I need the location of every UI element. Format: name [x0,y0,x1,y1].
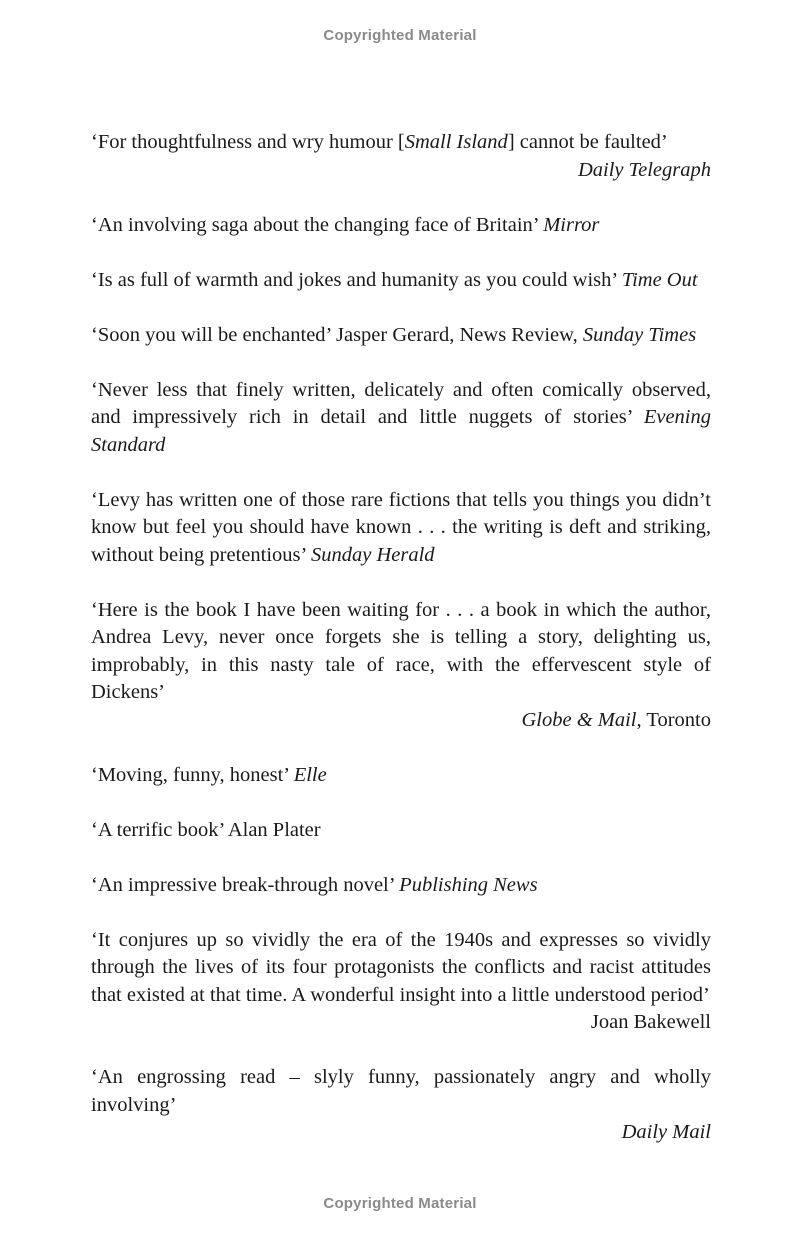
quote-alan-plater [91,817,711,845]
quote-source: Joan Bakewell [590,1011,711,1033]
quote-source: Daily Mail [621,1121,711,1143]
quote-text: ‘For thoughtfulness and wry humour [ [91,131,405,153]
quote-daily-telegraph [91,129,711,184]
quote-source: Sunday Herald [310,543,435,566]
quote-text: ‘It conjures up so vividly the era of the 1940s and expresses so vividly through the lives of its four protagonists the conflicts and racist attitudes that existed at that time. A wonderful insight into a little understood period’ [91,928,711,1006]
quote-daily-mail [91,1064,711,1147]
quote-text: ‘Here is the book I have been waiting for . . . a book in which the author, Andrea Levy, never once forgets she is telling a story, delighting us, improbably, in this nasty tale of race, with the effervescent style of Dickens’ [91,598,711,703]
quote-text: ‘An impressive break-through novel’ [91,873,400,896]
quote-text: ‘An engrossing read – slyly funny, passionately angry and wholly involving’ [91,1066,711,1116]
quote-joan-bakewell [91,927,711,1037]
review-quotes [91,129,711,1174]
quote-text: ‘Moving, funny, honest’ [91,763,294,786]
quote-source: Mirror [543,213,600,236]
quote-source: Time Out [621,268,698,291]
quote-source: Publishing News [399,873,538,896]
quote-sunday-times [91,322,711,350]
quote-source: Globe & Mail [521,708,637,731]
quote-source: Evening Standard [91,406,711,456]
quote-evening-standard [91,377,711,460]
quote-sunday-herald [91,487,711,570]
quote-text: ‘Levy has written one of those rare fictions that tells you things you didn’t know but feel you should have known . . . the writing is deft and striking, without being pretentious’ [91,488,711,566]
quote-text: ‘Never less that finely written, delicately and often comically observed, and impressively rich in detail and little nuggets of stories’ [91,378,711,428]
quote-publishing-news [91,872,711,900]
quote-text: ] cannot be faulted’ [507,131,668,153]
quote-globe-and-mail [91,597,711,735]
quote-source: Daily Telegraph [577,158,711,181]
copyright-watermark-bottom: Copyrighted Material [323,1195,477,1212]
quote-elle [91,762,711,790]
quote-source: Elle [293,763,327,786]
quote-text: ‘Is as full of warmth and jokes and humanity as you could wish’ [91,268,622,291]
copyright-watermark-top: Copyrighted Material [323,27,477,44]
quote-book-title: Small Island [404,131,508,153]
quote-source: Sunday Times [582,323,697,346]
quote-time-out [91,267,711,295]
quote-text: ‘A terrific book’ Alan Plater [91,818,321,841]
quote-mirror [91,212,711,240]
quote-source-location: , Toronto [636,708,711,731]
quote-text: ‘Soon you will be enchanted’ Jasper Gerard, News Review, [91,323,583,346]
quote-text: ‘An involving saga about the changing face of Britain’ [91,213,544,236]
